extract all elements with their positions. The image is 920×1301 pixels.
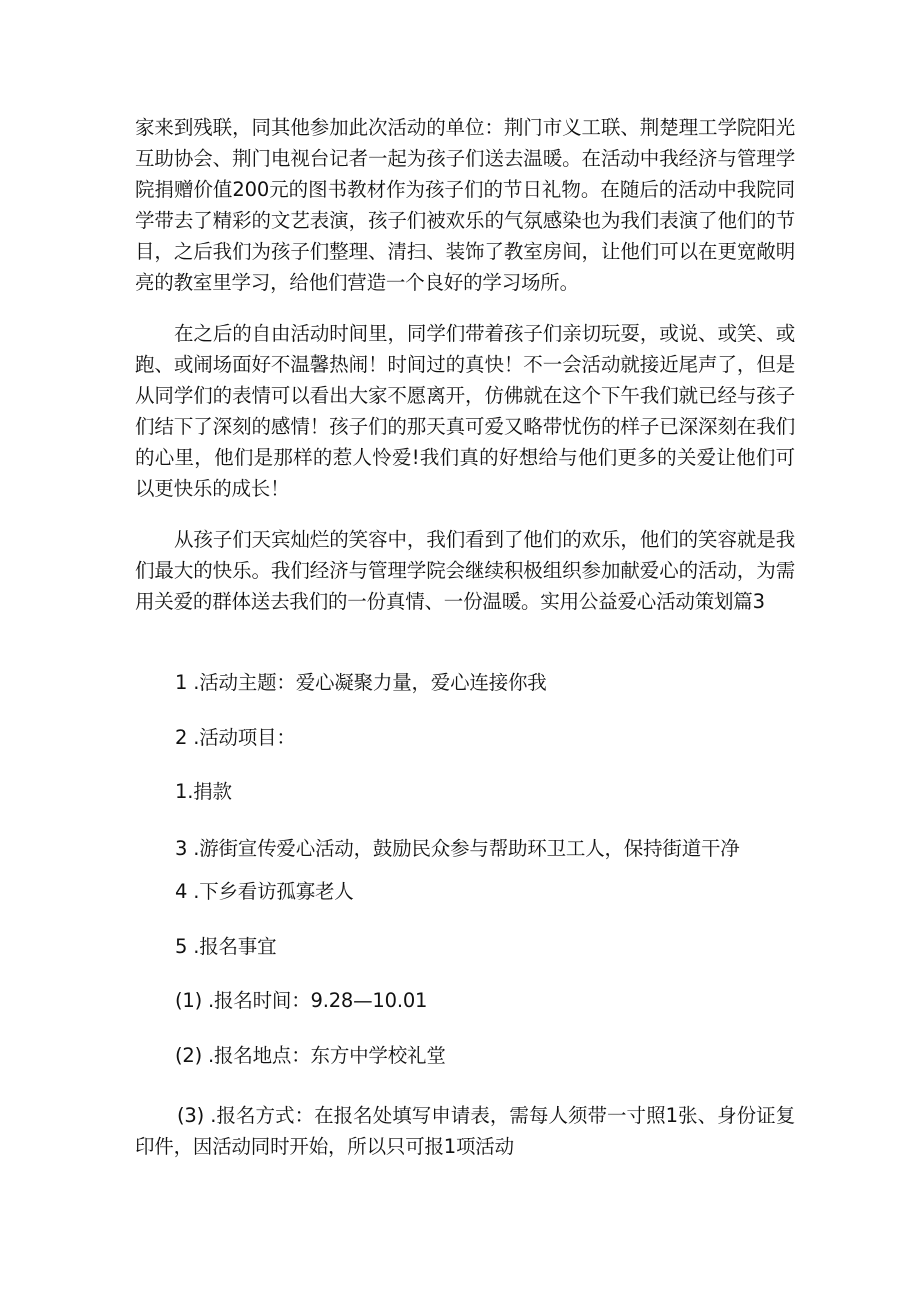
list-item-visit: 4 .下乡看访孤寡老人 xyxy=(175,880,354,903)
list-item-registration-time: (1) .报名时间：9.28—10.01 xyxy=(175,989,428,1012)
list-item-registration-place: (2) .报名地点：东方中学校礼堂 xyxy=(175,1044,446,1067)
paragraph-registration-method: (3) .报名方式：在报名处填写申请表，需每人须带一寸照1张、身份证复印件，因活动同时开始，所以只可报1项活动 xyxy=(135,1104,795,1158)
list-item-donation: 1.捐款 xyxy=(175,780,232,803)
list-item-projects: 2 .活动项目： xyxy=(175,726,296,749)
paragraph-2: 在之后的自由活动时间里，同学们带着孩子们亲切玩耍，或说、或笑、或跑、或闹场面好不温馨热闹！时间过的真快！不一会活动就接近尾声了，但是从同学们的表情可以看出大家不愿离开，仿佛就在这个下午我们就已经与孩子们结下了深刻的感情！孩子们的那天真可爱又略带忧伤的样子已深深刻在我们的心里，他们是那样的惹人怜爱!我们真的好想给与他们更多的关爱让他们可以更快乐的成长！ xyxy=(135,322,795,500)
paragraph-3: 从孩子们天宾灿烂的笑容中，我们看到了他们的欢乐，他们的笑容就是我们最大的快乐。我们经济与管理学院会继续积极组织参加献爱心的活动，为需用关爱的群体送去我们的一份真情、一份温暖。实用公益爱心活动策划篇3 xyxy=(135,528,795,613)
list-item-parade: 3 .游街宣传爱心活动，鼓励民众参与帮助环卫工人，保持街道干净 xyxy=(175,837,740,860)
list-item-theme: 1 .活动主题：爱心凝聚力量，爱心连接你我 xyxy=(175,671,547,694)
paragraph-1: 家来到残联，同其他参加此次活动的单位：荆门市义工联、荆楚理工学院阳光互助协会、荆门电视台记者一起为孩子们送去温暖。在活动中我经济与管理学院捐赠价值200元的图书教材作为孩子们的节日礼物。在随后的活动中我院同学带去了精彩的文艺表演，孩子们被欢乐的气氛感染也为我们表演了他们的节目，之后我们为孩子们整理、清扫、装饰了教室房间，让他们可以在更宽敞明亮的教室里学习，给他们营造一个良好的学习场所。 xyxy=(135,116,795,294)
list-item-registration: 5 .报名事宜 xyxy=(175,935,277,958)
